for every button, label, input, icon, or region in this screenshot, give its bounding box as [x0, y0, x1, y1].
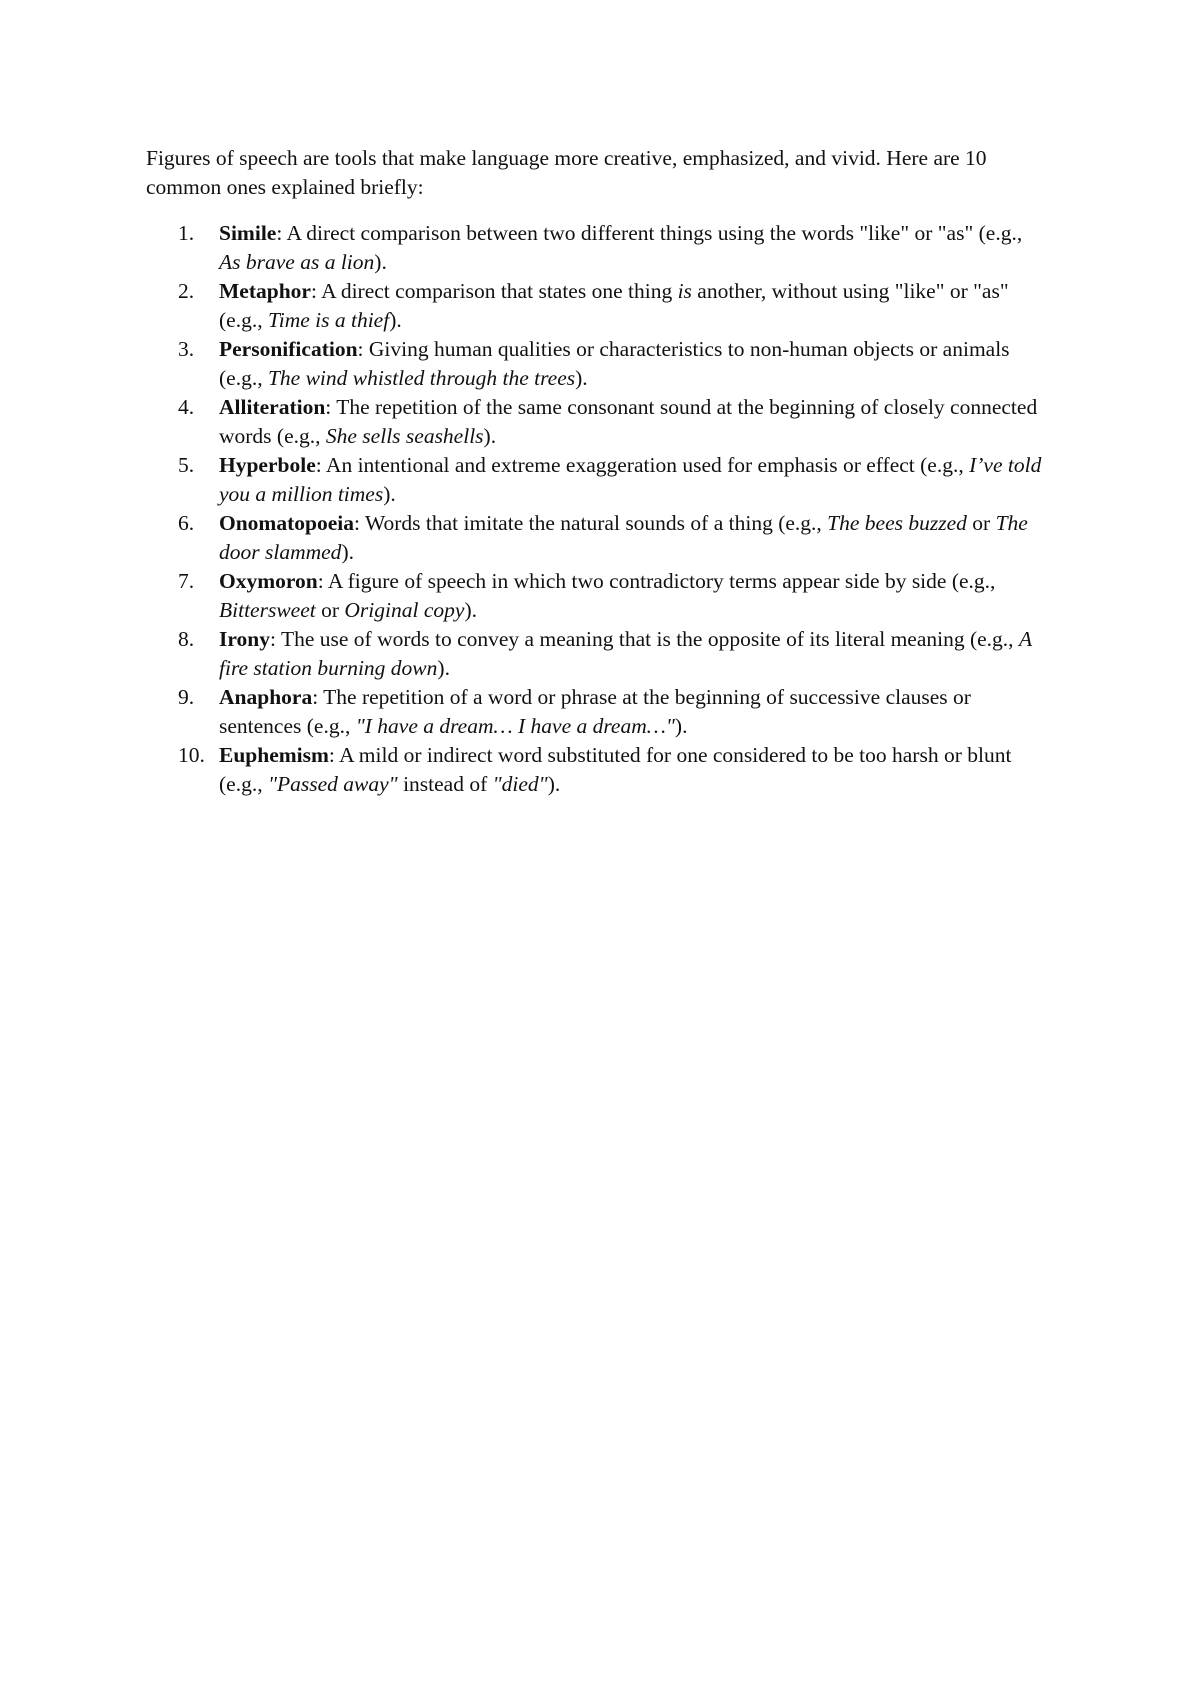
list-item-number: 7.	[178, 569, 195, 593]
list-item-text: ).	[674, 714, 688, 738]
list-item-number: 3.	[178, 337, 195, 361]
list-item-text: another, without using "like" or "as" (e.g.,	[219, 279, 1009, 332]
list-item-text: : The repetition of a word or phrase at the beginning of successive clauses or sentences (e.g.,	[219, 685, 971, 738]
list-item-term: Hyperbole	[219, 453, 316, 477]
list-item-text: : A figure of speech in which two contradictory terms appear side by side (e.g.,	[317, 569, 996, 593]
list-item-text: ).	[383, 482, 396, 506]
list-item-text: ).	[389, 308, 402, 332]
list-item	[146, 335, 1046, 393]
list-item-text: : The use of words to convey a meaning that is the opposite of its literal meaning (e.g.,	[269, 627, 1019, 651]
list-item	[146, 683, 1046, 741]
list-item-term: Simile	[219, 221, 277, 245]
list-item-text: : A direct comparison that states one thing	[310, 279, 678, 303]
list-item-example: As brave as a lion	[219, 250, 375, 274]
list-item-example: is	[677, 279, 692, 303]
document-body	[146, 144, 1046, 799]
list-item-example: A fire station burning down	[219, 627, 1032, 680]
list-item-term: Personification	[219, 337, 358, 361]
list-item-number: 1.	[178, 221, 195, 245]
list-item-example: Original copy	[344, 598, 465, 622]
list-item	[146, 277, 1046, 335]
list-item-text: : An intentional and extreme exaggeration used for emphasis or effect (e.g.,	[315, 453, 970, 477]
list-item-text: or	[966, 511, 996, 535]
list-item	[146, 741, 1046, 799]
list-item-text: ).	[547, 772, 561, 796]
list-item-text: : A direct comparison between two different things using the words "like" or "as" (e.g.,	[276, 221, 1023, 245]
list-item-term: Onomatopoeia	[219, 511, 354, 535]
list-item-term: Euphemism	[219, 743, 329, 767]
list-item-number: 4.	[178, 395, 195, 419]
list-item	[146, 509, 1046, 567]
list-item-term: Alliteration	[219, 395, 326, 419]
list-item-example: "I have a dream… I have a dream…"	[355, 714, 675, 738]
list-item-text: : Giving human qualities or characteristics to non-human objects or animals (e.g.,	[219, 337, 1010, 390]
list-item-text: instead of	[397, 772, 493, 796]
list-item-text: : A mild or indirect word substituted for one considered to be too harsh or blunt (e.g.,	[219, 743, 1012, 796]
list-item-example: Time is a thief	[267, 308, 390, 332]
list-item-example: I’ve told you a million times	[219, 453, 1042, 506]
list-item	[146, 393, 1046, 451]
list-item-example: Bittersweet	[219, 598, 316, 622]
list-item-term: Metaphor	[219, 279, 311, 303]
figures-of-speech-list	[146, 219, 1046, 799]
list-item-text: : Words that imitate the natural sounds of a thing (e.g.,	[353, 511, 828, 535]
list-item-number: 9.	[178, 685, 195, 709]
list-item-text: ).	[483, 424, 497, 448]
list-item	[146, 567, 1046, 625]
list-item-text: ).	[464, 598, 477, 622]
list-item-example: "Passed away"	[267, 772, 398, 796]
list-item-text: ).	[341, 540, 354, 564]
list-item	[146, 451, 1046, 509]
list-item-text: ).	[437, 656, 450, 680]
list-item-example: "died"	[492, 772, 548, 796]
list-item-example: The wind whistled through the trees	[267, 366, 576, 390]
intro-paragraph: Figures of speech are tools that make language more creative, emphasized, and vivid. Here are 10 common ones explained briefly:	[146, 146, 987, 199]
list-item-example: The bees buzzed	[827, 511, 967, 535]
list-item-text: : The repetition of the same consonant sound at the beginning of closely connected words (e.g.,	[219, 395, 1038, 448]
list-item	[146, 625, 1046, 683]
list-item-term: Irony	[219, 627, 270, 651]
list-item-term: Anaphora	[219, 685, 313, 709]
list-item-text: ).	[374, 250, 387, 274]
list-item-number: 6.	[178, 511, 195, 535]
list-item-number: 8.	[178, 627, 195, 651]
list-item-term: Oxymoron	[219, 569, 318, 593]
list-item-number: 2.	[178, 279, 195, 303]
list-item-text: ).	[575, 366, 588, 390]
list-item-text: or	[315, 598, 345, 622]
list-item-number: 5.	[178, 453, 195, 477]
list-item-number: 10.	[178, 743, 205, 767]
list-item-example: She sells seashells	[325, 424, 484, 448]
list-item	[146, 219, 1046, 277]
list-item-example: The door slammed	[219, 511, 1028, 564]
